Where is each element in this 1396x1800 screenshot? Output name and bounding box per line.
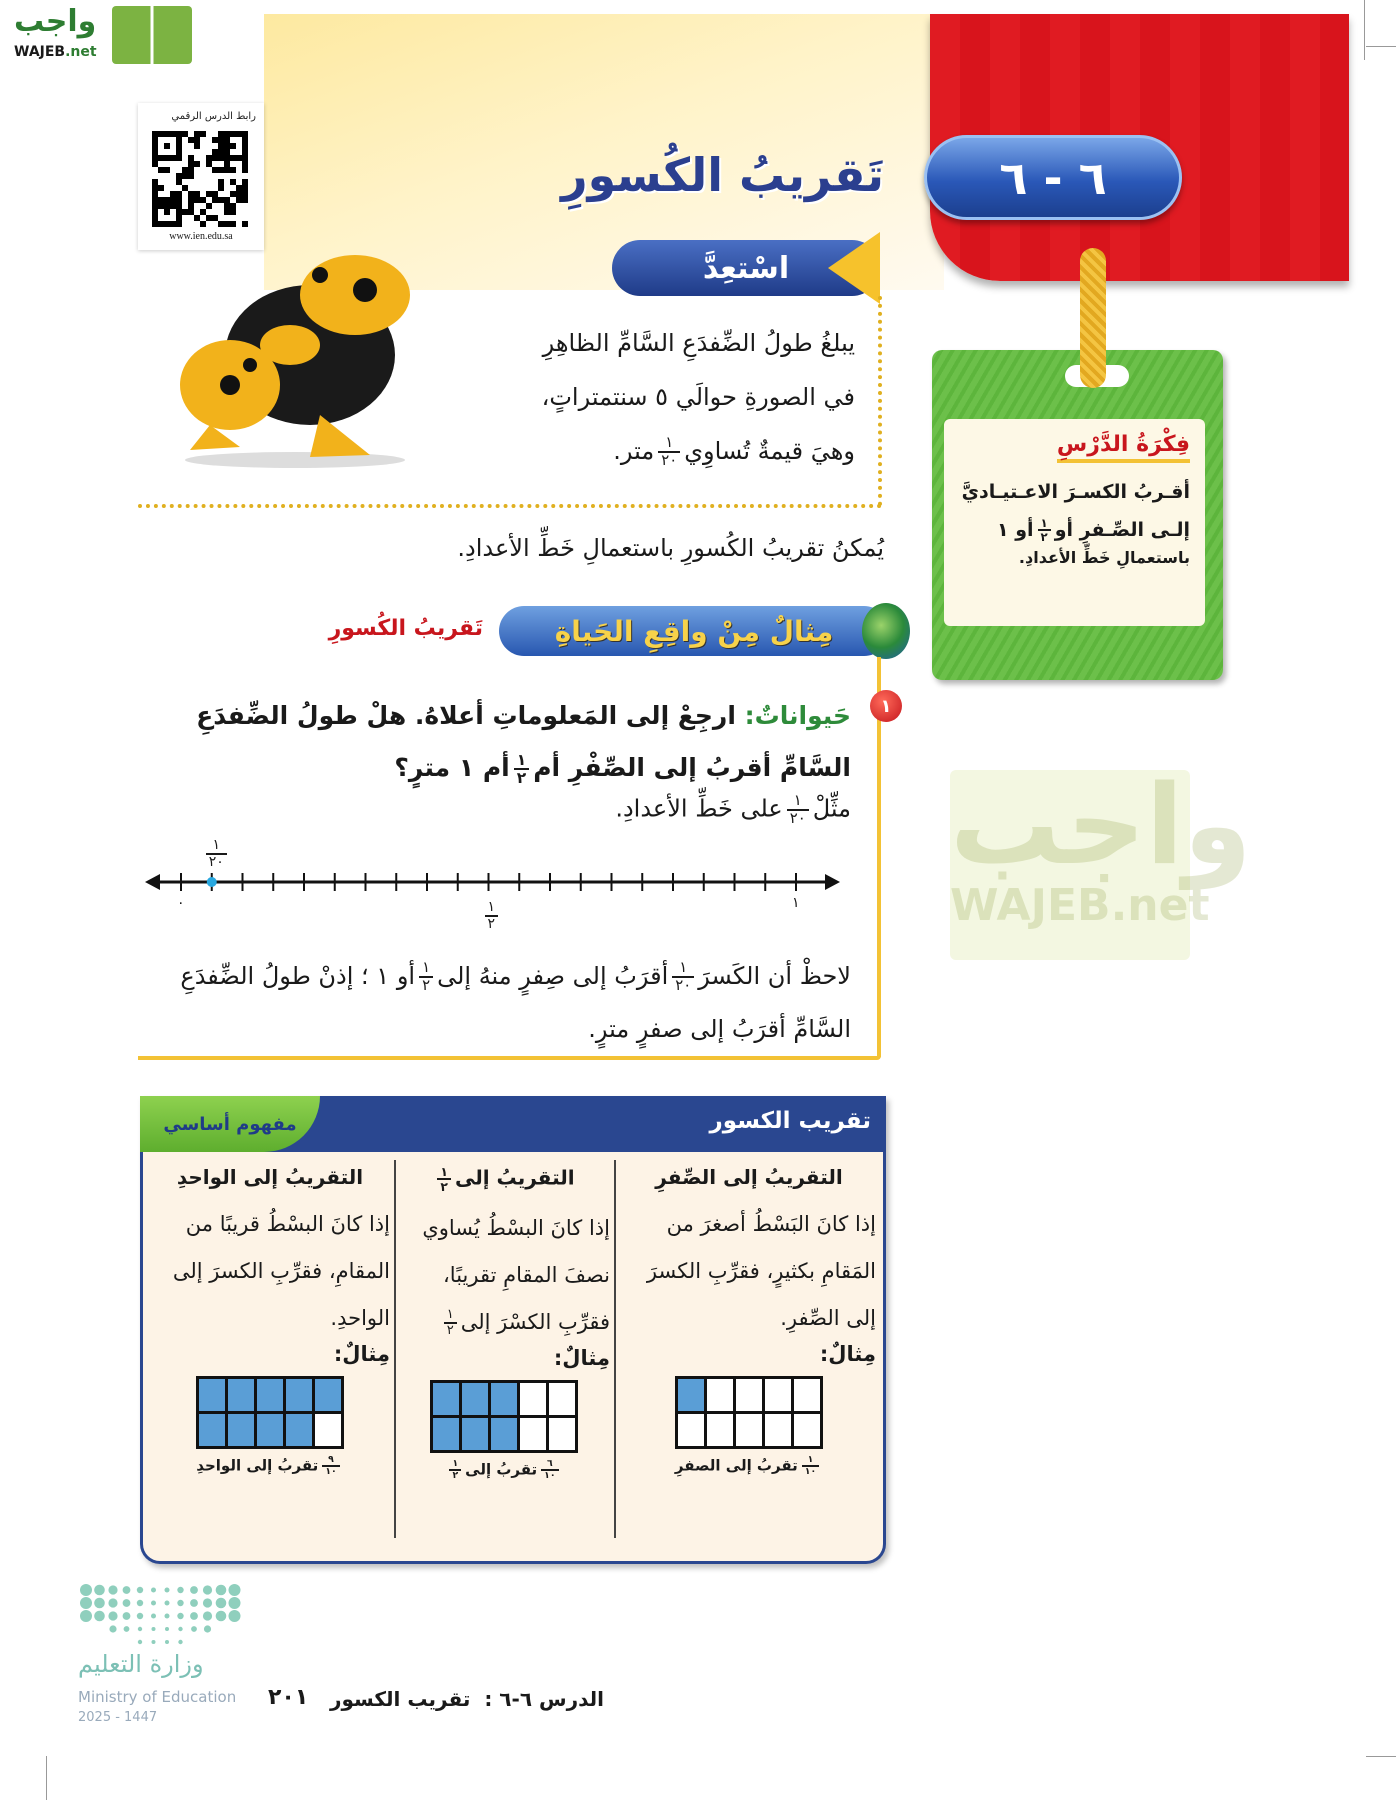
logo-arabic: واجب [14,4,97,39]
logo-dot [165,1588,170,1593]
example-label: مِثالٌ: [819,1342,876,1366]
lesson-idea-title: فِكْرَةُ الدَّرْسِ [1057,432,1190,463]
qr-label: رابط الدرس الرقمي [171,111,256,122]
grid-cell [315,1414,341,1446]
grid-caption: $\frac{١}{١٠}$ تقربُ إلى الصفرِ [622,1455,876,1477]
wajeb-logo[interactable] [8,4,193,66]
logo-dot [190,1599,198,1607]
paragraph-line: في الصورةِ حوالَي ٥ سنتمتراتٍ، [541,383,855,411]
fraction: $\frac{١}{٢٠}$ [658,435,680,468]
watermark: واجب WAJEB.net [950,761,1252,931]
logo-dot [178,1627,182,1631]
logo-dot [123,1586,131,1594]
grid-cell [286,1379,312,1411]
idea-line: أقـربُ الكسـرَ الاعـتيـاديَّ [961,481,1190,503]
column-round-to-zero [622,1165,876,1477]
lesson-title: تَقريبُ الكُسورِ [561,148,884,202]
grid-cell [765,1379,791,1411]
logo-dot [165,1640,169,1644]
book-icon [112,6,192,64]
grid-cell [520,1418,546,1450]
dotted-border [878,296,882,506]
grid-cell [257,1379,283,1411]
logo-dot [80,1584,92,1596]
logo-dot [152,1640,156,1644]
example-question: حَيواناتٌ: ارجِعْ إلى المَعلوماتِ أعلاهُ. هلْ طولُ الضِّفدَعِ السَّامِّ أقربُ إلى الصِّفْرِ أم $\frac{١}{٢}$ أم ١ مترٍ؟ [196,701,851,787]
grid-cell [794,1379,820,1411]
logo-dot [124,1626,130,1632]
number-line-point [207,877,217,887]
logo-dot [151,1601,156,1606]
column-divider [394,1160,396,1538]
logo-dot [177,1587,183,1593]
logo-dot [108,1611,117,1620]
real-world-example-banner: مِثالٌ مِنْ واقِعِ الحَياةِ [499,606,889,656]
get-ready-paragraph [515,316,855,478]
key-concept-title: تقريب الكسور [709,1108,871,1134]
paragraph-line: وهيَ قيمةٌ تُساوِي $\frac{١}{٢٠}$ متر. [613,433,855,469]
qr-url[interactable]: www.ien.edu.sa [169,231,233,242]
logo-dot [151,1614,156,1619]
logo-dot [137,1600,143,1606]
example-number-badge: ١ [870,690,902,722]
get-ready-heading: اسْتعِدَّ [612,240,880,296]
grid-cell [520,1383,546,1415]
fraction-grid [430,1380,578,1453]
logo-dot [137,1613,143,1619]
example-instruction: مثِّلْ $\frac{١}{٢٠}$ على خَطِّ الأعدادِ. [615,791,851,827]
grid-cell [707,1379,733,1411]
logo-dot [151,1588,156,1593]
ministry-year: 2025 - 1447 [78,1710,158,1725]
logo-dot [109,1625,116,1632]
column-text: إذا كانَ البسْطُ قريبًا من المقامِ، فقرِّبِ الكسرَ إلى الواحدِ. [172,1212,390,1330]
logo-dot [80,1597,92,1609]
idea-line: إلـى الصِّـفرِ أو $\frac{١}{٢}$ أو ١ [996,516,1190,545]
number-line-label-zero: ٠ [177,895,185,911]
example-border [138,1056,881,1060]
grid-cell [678,1414,704,1446]
logo-dot [165,1627,169,1631]
grid-cell [765,1414,791,1446]
logo-dot [138,1640,142,1644]
idea-line: باستعمالِ خَطِّ الأعدادِ. [1018,547,1190,567]
ministry-name-en: Ministry of Education [78,1688,237,1706]
fraction: $\frac{١}{٢}$ [1038,517,1051,544]
logo-dot [216,1611,227,1622]
logo-dot [229,1610,241,1622]
right-arrow-icon [825,874,840,890]
logo-dot [137,1587,143,1593]
crop-mark [46,1756,47,1800]
logo-dot [94,1598,105,1609]
key-concept-tab: مفهوم أساسي [140,1096,320,1152]
grid-caption: $\frac{٦}{١٠}$ تقربُ إلى $\frac{١}{٢}$ [398,1459,610,1481]
logo-dot [191,1626,197,1632]
logo-dot [108,1598,117,1607]
logo-dot [123,1612,131,1620]
logo-dot [229,1584,241,1596]
fraction-grid [196,1376,344,1449]
fraction-grid [675,1376,823,1449]
grid-cell [491,1383,517,1415]
fraction: $\frac{١}{٢٠}$ [787,793,809,826]
logo-dot [177,1600,183,1606]
grid-cell [199,1379,225,1411]
grid-cell [678,1379,704,1411]
column-header: التقريبُ إلى الواحدِ [176,1165,364,1189]
logo-dot [190,1586,198,1594]
logo-dot [165,1614,170,1619]
grid-cell [707,1414,733,1446]
grid-cell [433,1383,459,1415]
logo-dot [203,1598,212,1607]
column-header: التقريبُ إلى $\frac{١}{٢}$ [398,1165,610,1193]
logo-dot [177,1613,183,1619]
logo-dot [203,1585,212,1594]
lesson-idea-content [945,432,1190,567]
column-round-to-half [398,1165,610,1481]
logo-dot [152,1627,156,1631]
grid-cell [462,1383,488,1415]
logo-dot [80,1610,92,1622]
crop-mark [1366,1756,1396,1757]
dotted-border [138,504,882,508]
logo-dot [178,1640,182,1644]
grid-cell [549,1383,575,1415]
intro-text: يُمكنُ تقريبُ الكُسورِ باستعمالِ خَطِّ الأعدادِ. [457,534,884,562]
grid-cell [794,1414,820,1446]
grid-cell [315,1379,341,1411]
logo-dot [165,1601,170,1606]
grid-caption: $\frac{٩}{١٠}$ تقربُ إلى الواحدِ [150,1455,390,1477]
logo-dot [216,1598,227,1609]
logo-dot [94,1611,105,1622]
logo-dot [94,1585,105,1596]
fraction: $\frac{١}{٢}$ [419,960,433,993]
left-arrow-icon [145,874,160,890]
grid-cell [199,1414,225,1446]
example-topic: تَقريبُ الكُسورِ [328,616,483,641]
grid-cell [257,1414,283,1446]
triangle-arrow-icon [828,232,880,304]
fraction: $\frac{١}{٢٠}$ [672,960,694,993]
qr-card[interactable] [138,103,264,250]
number-line-label-point: ١ ٢٠ [206,838,227,869]
example-label: مِثالٌ: [553,1346,610,1371]
logo-dot [203,1611,212,1620]
logo-english: WAJEB.net [14,44,97,60]
column-round-to-one [150,1165,390,1477]
grid-cell [736,1414,762,1446]
logo-dot [204,1625,211,1632]
paragraph-line: يبلغُ طولُ الضِّفدَعِ السَّامِّ الظاهِرِ [542,329,855,357]
crop-mark [1364,0,1365,60]
column-text: إذا كانَ البسْطُ يُساوي نصفَ المقامِ تقريبًا، فقرِّبِ الكسْرَ إلى $\frac{١}{٢}$ [422,1216,610,1339]
column-divider [614,1160,616,1538]
grid-cell [228,1379,254,1411]
grid-cell [736,1379,762,1411]
number-line-label-half: ١ ٢ [485,900,499,931]
grid-cell [433,1418,459,1450]
rope-icon [1080,248,1106,388]
number-line [0,840,900,940]
example-conclusion: لاحظْ أن الكَسرَ $\frac{١}{٢٠}$ أقرَبُ إلى صِفرٍ منهُ إلى $\frac{١}{٢}$ أو ١ ؛ إذنْ طولُ الضِّفدَعِ السَّامِّ أقرَبُ إلى صفرٍ مترٍ. [180,958,851,1043]
grid-cell [228,1414,254,1446]
number-line-label-one: ١ [792,895,800,911]
grid-cell [286,1414,312,1446]
grid-cell [491,1418,517,1450]
ministry-logo-icon [78,1582,248,1652]
column-header: التقريبُ إلى الصِّفرِ [655,1165,843,1189]
fraction: $\frac{١}{٢}$ [514,752,529,787]
lesson-number-badge: ٦ - ٦ [924,135,1182,220]
grid-cell [549,1418,575,1450]
globe-icon [862,603,910,659]
logo-dot [138,1627,142,1631]
logo-dot [190,1612,198,1620]
logo-dot [216,1585,227,1596]
poison-frog-image [170,235,420,471]
grid-cell [462,1418,488,1450]
column-text: إذا كانَ البَسْطُ أصغرَ من المَقامِ بكثيرٍ، فقرِّبِ الكسرَ إلى الصِّفرِ. [646,1212,876,1330]
logo-dot [108,1585,117,1594]
crop-mark [1366,46,1396,47]
logo-dot [229,1597,241,1609]
page-number: ٢٠١ [268,1685,309,1710]
logo-dot [123,1599,131,1607]
example-label: مِثالٌ: [333,1342,390,1366]
ministry-name-ar: وزارة التعليم [78,1650,204,1678]
footer-lesson: الدرس ٦-٦ : تقريب الكسور [330,1687,605,1711]
qr-code[interactable] [152,131,248,227]
